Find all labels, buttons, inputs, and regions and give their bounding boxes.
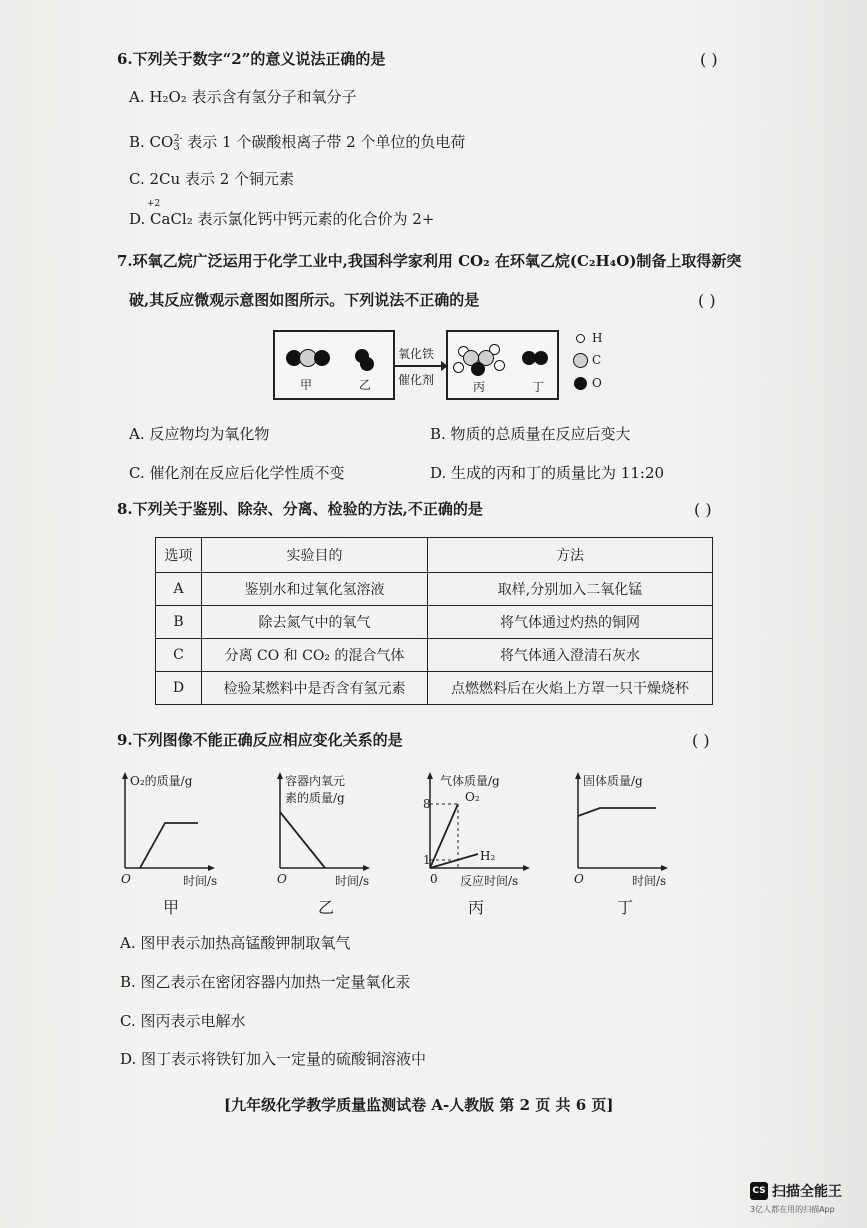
camscanner-logo-icon: CS	[750, 1182, 768, 1200]
table-row	[156, 573, 713, 606]
q6-option-c: C. 2Cu 表示 2 个铜元素	[129, 170, 295, 188]
legend-h-label: H	[592, 331, 603, 345]
hydrogen-atom	[494, 360, 505, 371]
q8-answer-paren: ( )	[694, 500, 712, 519]
legend-h-icon	[576, 334, 585, 343]
row-option: D	[156, 672, 202, 705]
graph-jia-ylabel: O₂的质量/g	[130, 774, 193, 788]
q7-option-d: D. 生成的丙和丁的质量比为 11:20	[430, 464, 665, 482]
q7-stem-line2: 破,其反应微观示意图如图所示。下列说法不正确的是	[129, 291, 480, 309]
row-purpose: 检验某燃料中是否含有氢元素	[202, 672, 428, 705]
label-yi: 乙	[359, 378, 372, 392]
oxygen-atom	[471, 362, 485, 376]
ethylene-oxide-oxygen-atom	[360, 357, 374, 371]
row-option: C	[156, 639, 202, 672]
graph-jia-origin: O	[121, 872, 131, 886]
graph-bing-xlabel: 反应时间/s	[460, 874, 519, 888]
page-footer: [九年级化学教学质量监测试卷 A-人教版 第 2 页 共 6 页]	[224, 1096, 614, 1114]
o2-curve	[430, 804, 458, 868]
q9-option-c: C. 图丙表示电解水	[120, 1012, 246, 1030]
q9-option-d: D. 图丁表示将铁钉加入一定量的硫酸铜溶液中	[120, 1050, 427, 1068]
co2-oxygen-atom	[314, 350, 330, 366]
graph-bing-tick-1: 1	[423, 853, 431, 867]
graph-bing-h2-label: H₂	[480, 849, 496, 863]
table-row	[156, 606, 713, 639]
x-arrow	[363, 865, 370, 871]
legend-o-label: O	[592, 376, 602, 390]
h2-curve	[430, 854, 478, 868]
x-arrow	[523, 865, 530, 871]
label-jia: 甲	[300, 378, 313, 392]
q6-stem: 6.下列关于数字“2”的意义说法正确的是	[117, 50, 386, 68]
q6-answer-paren: ( )	[700, 50, 718, 69]
row-purpose: 除去氮气中的氧气	[202, 606, 428, 639]
q9-option-a: A. 图甲表示加热高锰酸钾制取氧气	[120, 934, 351, 952]
scanner-watermark	[750, 1180, 842, 1215]
legend-c-label: C	[592, 353, 602, 367]
y-arrow	[122, 772, 128, 779]
graph-bing-ylabel: 气体质量/g	[440, 774, 500, 788]
q7-option-b: B. 物质的总质量在反应后变大	[430, 425, 631, 443]
header-option: 选项	[156, 538, 202, 573]
row-option: A	[156, 573, 202, 606]
q7-option-a: A. 反应物均为氧化物	[129, 425, 270, 443]
graph-jia-xlabel: 时间/s	[183, 874, 218, 888]
graph-yi-xlabel: 时间/s	[335, 874, 370, 888]
q6-option-b: B. $CO_3^{2-}$ 表示 1 个碳酸根离子带 2 个单位的负电荷	[129, 133, 466, 153]
graph-ding-xlabel: 时间/s	[632, 874, 667, 888]
row-option: B	[156, 606, 202, 639]
q8-stem: 8.下列关于鉴别、除杂、分离、检验的方法,不正确的是	[117, 500, 483, 518]
q7-answer-paren: ( )	[698, 291, 716, 310]
q6-option-d: D. CaCl₂ 表示氯化钙中钙元素的化合价为 2+	[129, 210, 435, 228]
q6-option-a: A. H₂O₂ 表示含有氢分子和氧分子	[129, 88, 357, 106]
watermark-name: 扫描全能王	[772, 1183, 842, 1200]
oxygen-atom	[534, 351, 548, 365]
graph-ding-origin: O	[574, 872, 584, 886]
row-method: 将气体通入澄清石灰水	[428, 639, 713, 672]
watermark-tagline: 3亿人都在用的扫描App	[750, 1204, 835, 1214]
header-method: 方法	[428, 538, 713, 573]
table-header-row	[156, 538, 713, 573]
label-ding: 丁	[532, 380, 545, 394]
curve	[140, 823, 198, 868]
legend-o-icon	[574, 377, 587, 390]
products-box	[446, 330, 559, 400]
q9-stem: 9.下列图像不能正确反应相应变化关系的是	[117, 731, 403, 749]
valence-mark: +2	[147, 199, 161, 209]
x-arrow	[661, 865, 668, 871]
row-method: 取样,分别加入二氧化锰	[428, 573, 713, 606]
graph-jia-name: 甲	[163, 898, 180, 917]
graph-bing-tick-8: 8	[423, 797, 431, 811]
graph-yi-ylabel-line2: 素的质量/g	[285, 791, 345, 805]
graph-bing-o2-label: O₂	[465, 790, 480, 804]
row-purpose: 分离 CO 和 CO₂ 的混合气体	[202, 639, 428, 672]
graph-yi-name: 乙	[318, 898, 335, 917]
table-row	[156, 639, 713, 672]
hydrogen-atom	[453, 362, 464, 373]
graph-ding-name: 丁	[617, 898, 634, 917]
graph-bing-origin: 0	[430, 872, 438, 886]
catalyst-label-top: 氧化铁	[398, 347, 435, 361]
curve	[578, 808, 656, 816]
y-arrow	[575, 772, 581, 779]
reactants-box	[273, 330, 395, 400]
catalyst-label-bottom: 催化剂	[398, 373, 435, 387]
curve	[280, 812, 325, 868]
graph-yi-ylabel-line1: 容器内氧元	[285, 774, 346, 788]
reaction-arrow	[393, 365, 445, 367]
experiment-table	[155, 537, 713, 705]
q7-stem-line1: 7.环氧乙烷广泛运用于化学工业中,我国科学家利用 CO₂ 在环氧乙烷(C₂H₄O)制备上取得新突	[117, 252, 742, 270]
table-row	[156, 672, 713, 705]
q7-option-c: C. 催化剂在反应后化学性质不变	[129, 464, 345, 482]
q9-option-b: B. 图乙表示在密闭容器内加热一定量氧化汞	[120, 973, 411, 991]
label-bing: 丙	[473, 380, 486, 394]
header-purpose: 实验目的	[202, 538, 428, 573]
legend-c-icon	[573, 353, 588, 368]
graph-ding-ylabel: 固体质量/g	[583, 774, 643, 788]
graph-bing-name: 丙	[468, 898, 485, 917]
x-arrow	[208, 865, 215, 871]
y-arrow	[277, 772, 283, 779]
row-purpose: 鉴别水和过氧化氢溶液	[202, 573, 428, 606]
graph-yi-origin: O	[277, 872, 287, 886]
q9-answer-paren: ( )	[692, 731, 710, 750]
row-method: 点燃燃料后在火焰上方罩一只干燥烧杯	[428, 672, 713, 705]
row-method: 将气体通过灼热的铜网	[428, 606, 713, 639]
y-arrow	[427, 772, 433, 779]
